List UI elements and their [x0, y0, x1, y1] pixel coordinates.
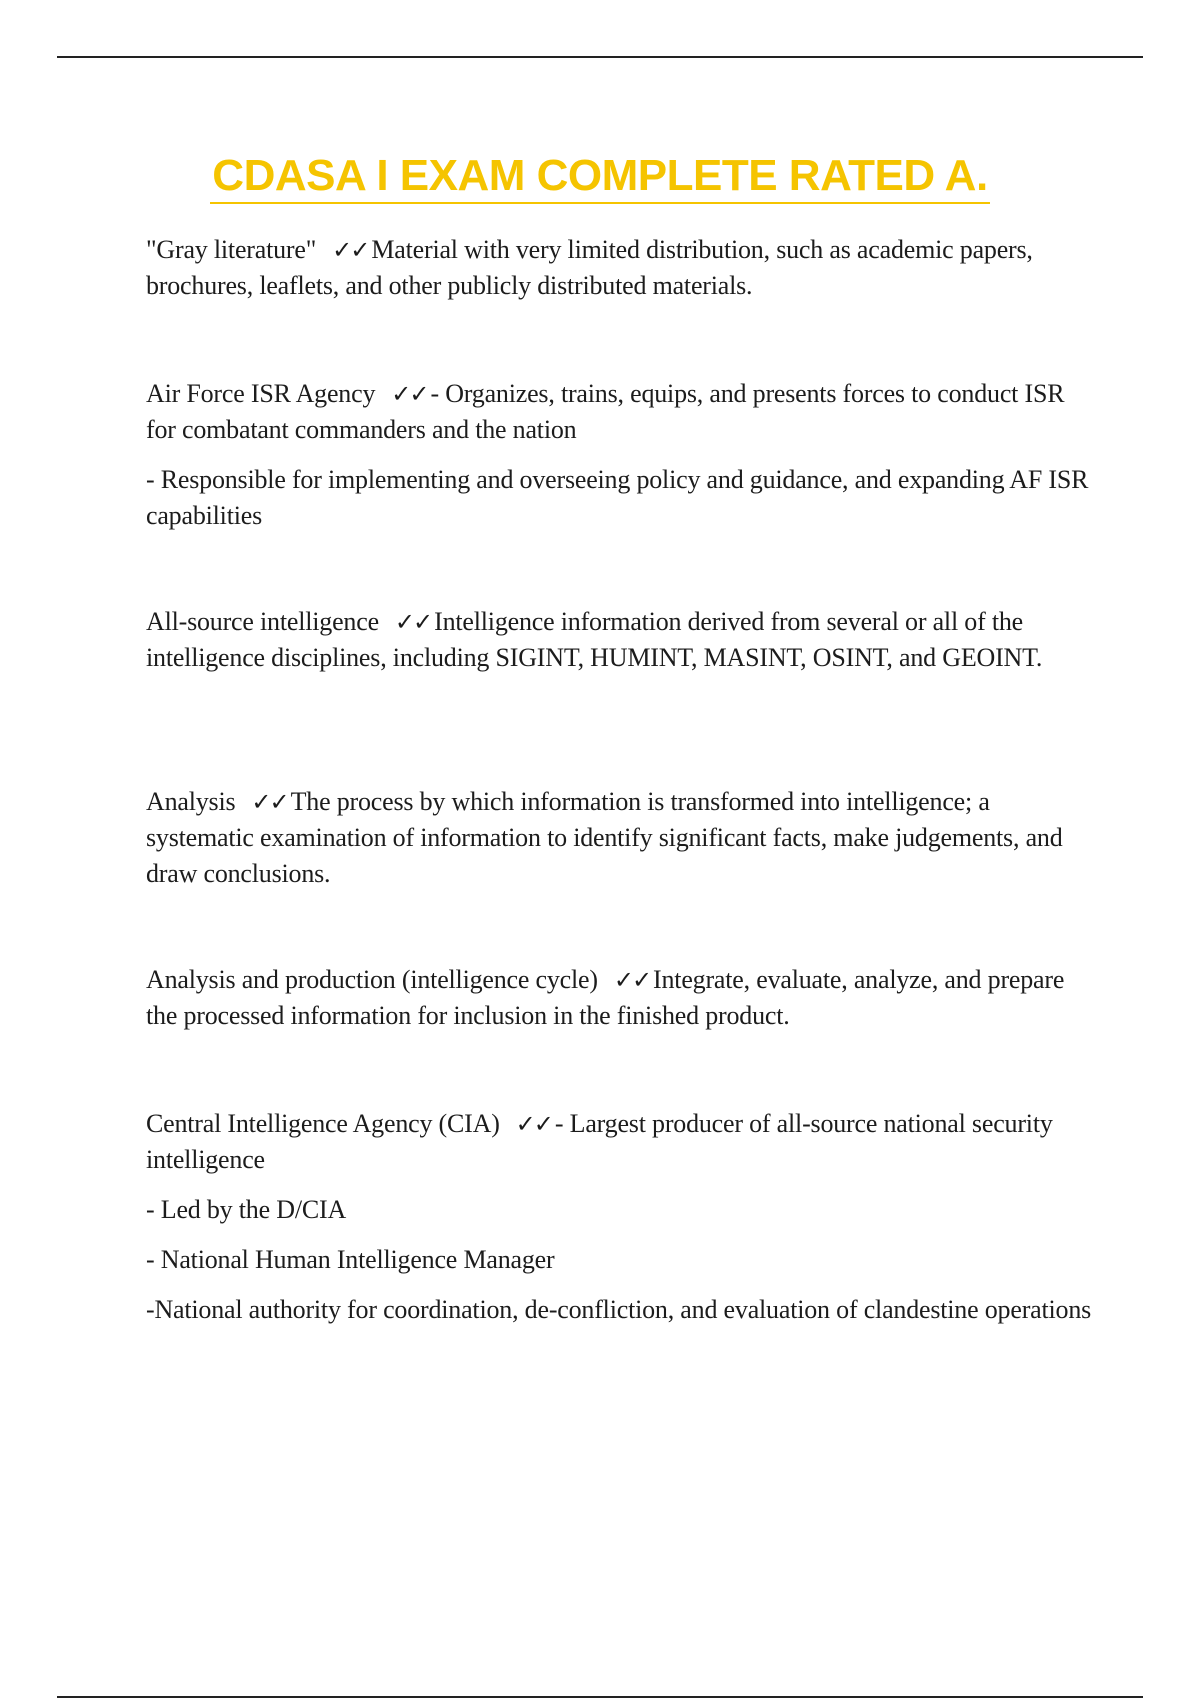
entry-definition: Integrate, evaluate, analyze, and prepare the processed information for inclusion in the finished product.	[146, 965, 1065, 1030]
entry-all-source-intelligence	[146, 604, 1096, 690]
entry-air-force-isr-agency	[146, 376, 1096, 548]
entry-definition: - Largest producer of all-source national security intelligence	[146, 1109, 1053, 1174]
entry-term: All-source intelligence	[146, 607, 379, 636]
footer-rule	[57, 1696, 1143, 1698]
entry-central-intelligence-agency	[146, 1106, 1096, 1342]
entry-term: Air Force ISR Agency	[146, 379, 376, 408]
entry-term: Analysis and production (intelligence cycle)	[146, 965, 598, 994]
entry-definition: Intelligence information derived from several or all of the intelligence disciplines, including SIGINT, HUMINT, MASINT, OSINT, and GEOINT.	[146, 607, 1043, 672]
entry-analysis-and-production	[146, 962, 1096, 1048]
double-check-icon: ✓✓	[332, 236, 369, 264]
document-title: CDASA I EXAM COMPLETE RATED A.	[210, 150, 989, 204]
double-check-icon: ✓✓	[394, 608, 432, 636]
title-block	[0, 150, 1200, 204]
entry-definition: - Organizes, trains, equips, and presents forces to conduct ISR for combatant commanders and the nation	[146, 379, 1065, 444]
entry-definition: The process by which information is transformed into intelligence; a systematic examination of information to identify significant facts, make judgements, and draw conclusions.	[146, 787, 1063, 888]
entry-main-paragraph	[146, 232, 1096, 304]
entry-term: "Gray literature"	[146, 235, 317, 264]
entry-main-paragraph	[146, 604, 1096, 676]
double-check-icon: ✓✓	[391, 380, 428, 408]
entry-analysis	[146, 784, 1096, 906]
entry-term: Analysis	[146, 787, 236, 816]
entry-term: Central Intelligence Agency (CIA)	[146, 1109, 500, 1138]
entry-main-paragraph	[146, 784, 1096, 892]
entry-main-paragraph	[146, 376, 1096, 448]
double-check-icon: ✓✓	[515, 1110, 552, 1138]
entry-main-paragraph	[146, 1106, 1096, 1178]
header-rule	[57, 56, 1143, 58]
double-check-icon: ✓✓	[613, 966, 651, 994]
entry-extra-line: -National authority for coordination, de-confliction, and evaluation of clandestine operations	[146, 1295, 1092, 1324]
entry-definition: Material with very limited distribution, such as academic papers, brochures, leaflets, and other publicly distributed materials.	[146, 235, 1033, 300]
entry-extra-line: - National Human Intelligence Manager	[146, 1245, 555, 1274]
entry-extra-line: - Led by the D/CIA	[146, 1195, 347, 1224]
entry-main-paragraph	[146, 962, 1096, 1034]
entry-extra-line: - Responsible for implementing and overseeing policy and guidance, and expanding AF ISR capabilities	[146, 465, 1089, 530]
entry-gray-literature	[146, 232, 1096, 318]
double-check-icon: ✓✓	[251, 788, 288, 816]
